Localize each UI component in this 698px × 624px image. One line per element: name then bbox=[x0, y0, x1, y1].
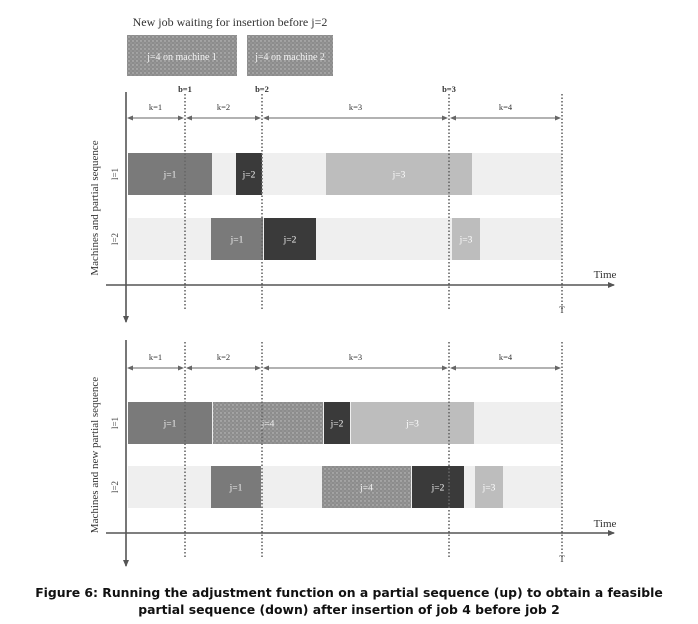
job-label: j=4 bbox=[360, 483, 373, 494]
machine-row-bg bbox=[128, 218, 562, 260]
caption-line-1: Figure 6: Running the adjustment function on a partial sequence (up) to obtain a feasible bbox=[35, 585, 663, 600]
waiting-job-label-machine-2: j=4 on machine 2 bbox=[255, 52, 325, 63]
job-label: j=1 bbox=[229, 483, 243, 494]
time-axis-label: Time bbox=[593, 269, 617, 281]
machine-label: l=1 bbox=[110, 416, 120, 430]
machine-label: l=2 bbox=[110, 480, 120, 494]
job-label: j=3 bbox=[406, 419, 419, 430]
horizon-label: T bbox=[559, 305, 565, 315]
y-axis-label: Machines and new partial sequence bbox=[89, 376, 101, 534]
machine-label: l=2 bbox=[110, 232, 120, 246]
waiting-job-label-machine-1: j=4 on machine 1 bbox=[147, 52, 217, 63]
period-label: k=3 bbox=[348, 352, 363, 362]
job-label: j=2 bbox=[431, 483, 445, 494]
job-label: j=1 bbox=[230, 235, 244, 246]
boundary-label: b=1 bbox=[178, 84, 192, 94]
job-label: j=3 bbox=[482, 483, 496, 494]
boundary-label: b=3 bbox=[442, 84, 456, 94]
period-label: k=4 bbox=[498, 102, 513, 112]
job-label: j=3 bbox=[459, 235, 473, 246]
job-label: j=1 bbox=[163, 419, 177, 430]
job-label: j=2 bbox=[242, 170, 256, 181]
bottom-gantt-panel bbox=[89, 340, 617, 566]
top-gantt-panel bbox=[89, 84, 617, 322]
machine-label: l=1 bbox=[110, 167, 120, 181]
y-axis-label: Machines and partial sequence bbox=[89, 140, 101, 276]
job-label: j=2 bbox=[330, 419, 344, 430]
horizon-label: T bbox=[559, 554, 565, 564]
period-label: k=4 bbox=[498, 352, 513, 362]
waiting-job-title: New job waiting for insertion before j=2 bbox=[132, 15, 328, 29]
period-label: k=2 bbox=[216, 102, 231, 112]
period-label: k=2 bbox=[216, 352, 231, 362]
job-label: j=2 bbox=[283, 235, 297, 246]
job-label: j=1 bbox=[163, 170, 177, 181]
job-label: j=3 bbox=[392, 170, 406, 181]
time-axis-label: Time bbox=[593, 518, 617, 530]
job-label: j=4 bbox=[261, 419, 275, 430]
period-label: k=1 bbox=[148, 352, 163, 362]
figure-caption bbox=[0, 584, 698, 618]
caption-line-2: partial sequence (down) after insertion of job 4 before job 2 bbox=[138, 602, 560, 617]
period-label: k=1 bbox=[148, 102, 163, 112]
period-label: k=3 bbox=[348, 102, 363, 112]
boundary-label: b=2 bbox=[255, 84, 269, 94]
